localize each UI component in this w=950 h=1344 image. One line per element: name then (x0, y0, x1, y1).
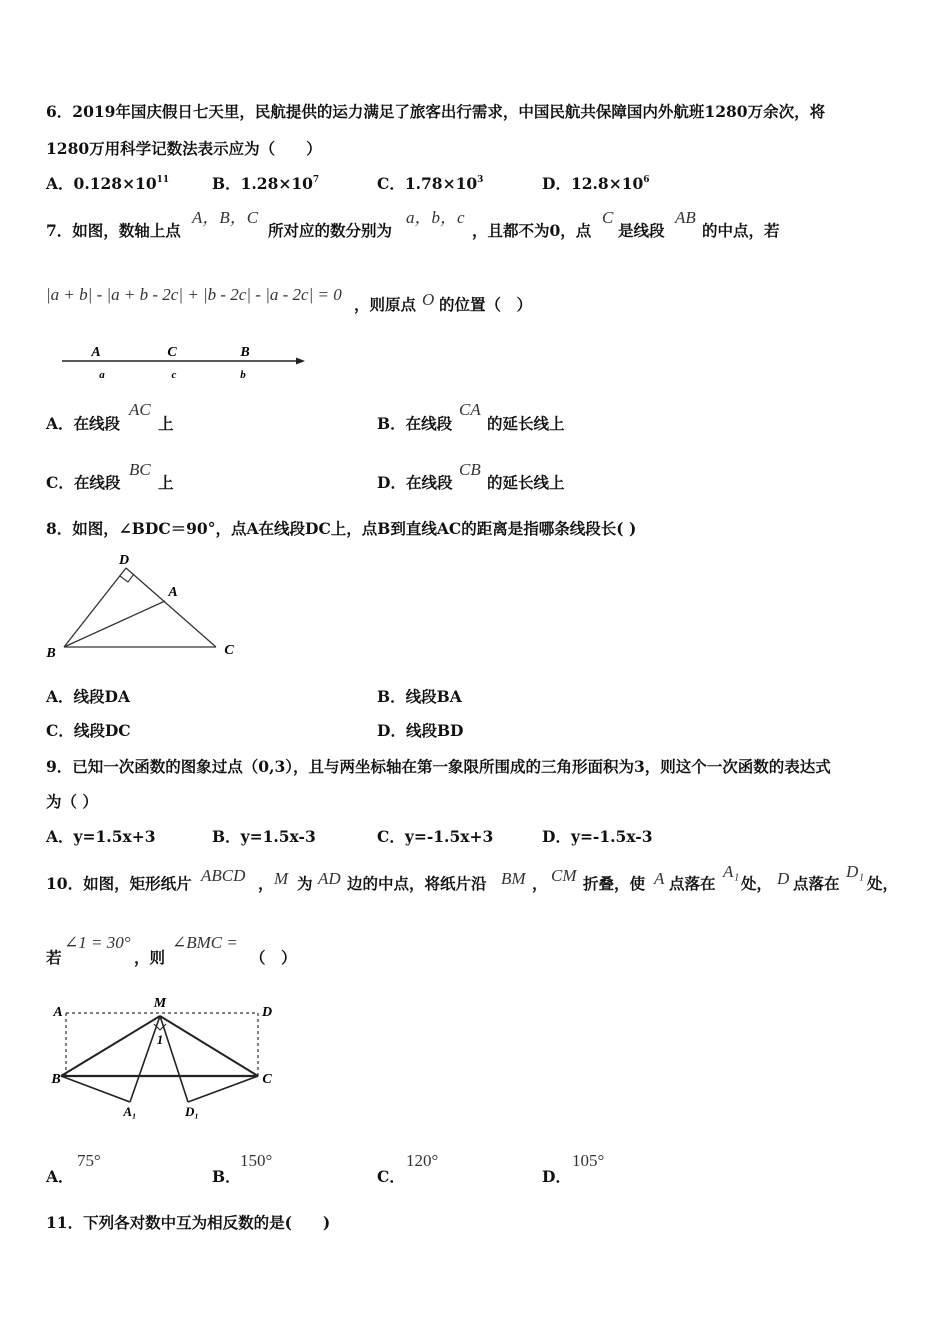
q10-stem-w1: 为 (297, 874, 313, 893)
q7-number-line-figure (60, 340, 310, 385)
q7-option-a-seg: AC (129, 400, 151, 419)
q7-eq-suffix: ，则原点 (354, 295, 417, 314)
q10-option-b-label: B． (212, 1167, 241, 1186)
q10-math-ad: AD (318, 869, 341, 888)
q10-math-bm: BM (501, 869, 526, 888)
q7-equation: |a + b| - |a + b - 2c| + |b - 2c| - |a - 2c| = 0 (46, 285, 342, 304)
q10-stem-prefix: 10．如图，矩形纸片 (46, 874, 192, 893)
q7-eq-suffix2: 的位置（ ） (439, 295, 533, 314)
q8-option-d: D．线段BD (377, 721, 464, 740)
q10-stem-w5: 处， (741, 874, 773, 893)
q7-math-vars: a，b，c (406, 208, 465, 227)
q10-stem-w4: 点落在 (669, 874, 716, 893)
q7-stem-mid1: 所对应的数分别为 (268, 221, 393, 240)
q6-stem-line2: 1280万用科学记数法表示应为（ ） (46, 139, 322, 158)
point-label-b: B (240, 345, 250, 360)
value-label-b: b (240, 369, 246, 381)
q7-option-d: D．在线段 (377, 473, 453, 492)
label-a: A (168, 585, 178, 600)
q9-stem-line1: 9．已知一次函数的图象过点（0,3），且与两坐标轴在第一象限所围成的三角形面积为3，则这个一次函数的表达式 (46, 757, 831, 776)
q10-angle1: ∠1 = 30° (64, 933, 131, 952)
q10-angle-bmc: ∠BMC = (172, 933, 238, 952)
q10-option-c-val: 120° (406, 1151, 439, 1170)
q7-stem-mid3: 是线段 (618, 221, 665, 240)
q10-option-d-label: D． (542, 1167, 571, 1186)
q11-stem: 11．下列各对数中互为相反数的是( ) (46, 1213, 331, 1232)
q10-math-cm: CM (551, 866, 577, 885)
point-label-c: C (167, 345, 177, 360)
q10-stem-w6: 点落在 (793, 874, 840, 893)
number-line-arrow-icon (296, 358, 305, 365)
label-d: D (118, 553, 130, 568)
q6-option-b: B．$1.28\times 10^7$ (212, 174, 320, 193)
q9-option-d: D．y=-1.5x-3 (542, 827, 653, 846)
label-d: D (261, 1005, 273, 1020)
q10-stem-w3: 折叠，使 (583, 874, 646, 893)
q7-option-d-tail: 的延长线上 (487, 473, 565, 492)
q9-option-b: B．y=1.5x-3 (212, 827, 316, 846)
q7-option-a: A．在线段 (46, 414, 121, 433)
q10-math-m: M (274, 869, 289, 888)
q8-option-b: B．线段BA (377, 687, 462, 706)
q10-comma1: ， (258, 874, 274, 893)
q10-option-a-label: A． (46, 1167, 74, 1186)
q7-stem-prefix: 7．如图，数轴上点 (46, 221, 181, 240)
q10-option-d-val: 105° (572, 1151, 605, 1170)
q8-option-a: A．线段DA (46, 687, 130, 706)
q8-triangle-figure (44, 550, 244, 660)
q7-math-o: O (422, 290, 435, 309)
q7-option-c-seg: BC (129, 460, 151, 479)
q9-option-c: C．y=-1.5x+3 (377, 827, 494, 846)
label-d1: D₁ (185, 1104, 199, 1119)
label-a: A (53, 1005, 63, 1020)
q6-option-a: A．$0.128\times 10^{11}$ (46, 174, 170, 193)
q10-math-a1: A₁ (723, 862, 740, 881)
q10-stem-w2: 边的中点，将纸片沿 (347, 874, 487, 893)
q7-math-c: C (602, 208, 614, 227)
value-label-c: c (171, 369, 177, 381)
q9-option-a: A．y=1.5x+3 (46, 827, 156, 846)
label-angle-1: 1 (156, 1032, 164, 1047)
q7-stem-mid2: ，且都不为0，点 (472, 221, 592, 240)
q10-math-d: D (777, 869, 790, 888)
q7-option-c: C．在线段 (46, 473, 121, 492)
label-c: C (224, 643, 234, 658)
q8-option-c: C．线段DC (46, 721, 131, 740)
q10-option-b-val: 150° (240, 1151, 273, 1170)
q9-stem-line2: 为（ ） (46, 792, 98, 811)
q7-option-d-seg: CB (459, 460, 481, 479)
q7-stem-suffix: 的中点，若 (702, 221, 780, 240)
q10-option-c-label: C． (377, 1167, 405, 1186)
q6-option-c: C．$1.78\times 10^3$ (377, 174, 484, 193)
q6-option-d: D．$12.8\times 10^6$ (542, 174, 650, 193)
label-b: B (51, 1072, 61, 1087)
q10-math-d1: D₁ (846, 862, 865, 881)
q10-math-a: A (654, 869, 665, 888)
q7-option-a-tail: 上 (158, 414, 174, 433)
value-label-a: a (99, 369, 105, 381)
q7-option-b-tail: 的延长线上 (487, 414, 565, 433)
label-b: B (46, 646, 56, 661)
q10-rectangle-fold-figure (46, 990, 286, 1120)
q8-stem: 8．如图，∠BDC＝90°，点A在线段DC上，点B到直线AC的距离是指哪条线段长( ) (46, 519, 637, 538)
right-angle-mark-icon (120, 574, 134, 582)
q10-line2-prefix: 若 (46, 948, 62, 967)
q7-option-b: B．在线段 (377, 414, 453, 433)
q7-option-c-tail: 上 (158, 473, 174, 492)
q10-line2-suffix: （ ） (250, 948, 297, 967)
q6-stem-line1: 6．2019年国庆假日七天里，民航提供的运力满足了旅客出行需求，中国民航共保障国内外航班1280万余次，将 (46, 102, 826, 121)
label-a1: A₁ (123, 1104, 137, 1119)
q10-stem-w7: 处， (867, 874, 899, 893)
q7-option-b-seg: CA (459, 400, 481, 419)
label-c: C (262, 1072, 272, 1087)
q10-line2-mid: ，则 (134, 948, 166, 967)
q10-math-abcd: ABCD (201, 866, 246, 885)
q10-option-a-val: 75° (77, 1151, 101, 1170)
q7-math-points: A，B，C (192, 208, 259, 227)
label-m: M (153, 996, 167, 1011)
q10-comma2: ， (532, 874, 548, 893)
point-label-a: A (91, 345, 101, 360)
q7-math-ab: AB (675, 208, 696, 227)
